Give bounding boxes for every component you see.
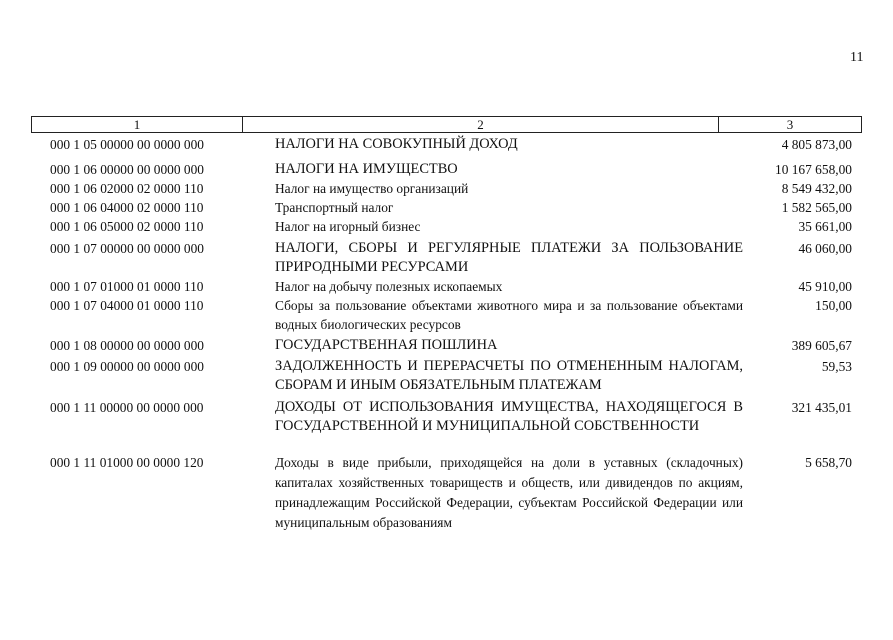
row-amount: 4 805 873,00 — [781, 137, 852, 152]
row-code: 000 1 11 01000 00 0000 120 — [50, 455, 204, 470]
row-amount: 5 658,70 — [805, 455, 852, 470]
row-code: 000 1 06 02000 02 0000 110 — [50, 181, 204, 196]
table-row — [31, 160, 862, 179]
table-row — [31, 239, 862, 277]
row-name: ЗАДОЛЖЕННОСТЬ И ПЕРЕРАСЧЕТЫ ПО ОТМЕНЕННЫМ НАЛОГАМ, СБОРАМ И ИНЫМ ОБЯЗАТЕЛЬНЫМ ПЛАТЕЖАМ — [275, 358, 743, 393]
row-amount: 321 435,01 — [791, 400, 852, 415]
table-row — [31, 277, 862, 296]
row-code: 000 1 06 04000 02 0000 110 — [50, 200, 204, 215]
row-code: 000 1 06 00000 00 0000 000 — [50, 162, 204, 177]
header-col-2: 2 — [243, 117, 719, 132]
header-col-3: 3 — [786, 117, 794, 132]
header-col-1: 1 — [32, 117, 243, 132]
row-name: Налог на добычу полезных ископаемых — [275, 279, 503, 294]
row-name: НАЛОГИ НА ИМУЩЕСТВО — [275, 161, 458, 177]
row-name: Транспортный налог — [275, 200, 394, 215]
row-amount: 59,53 — [821, 359, 852, 374]
row-code: 000 1 09 00000 00 0000 000 — [50, 359, 204, 374]
table-row — [31, 217, 862, 236]
row-amount: 45 910,00 — [798, 279, 852, 294]
table-row — [31, 336, 862, 355]
budget-table — [31, 116, 862, 533]
row-amount: 1 582 565,00 — [781, 200, 852, 215]
row-code: 000 1 11 00000 00 0000 000 — [50, 400, 204, 415]
table-row — [31, 135, 862, 154]
row-name: НАЛОГИ, СБОРЫ И РЕГУЛЯРНЫЕ ПЛАТЕЖИ ЗА ПОЛЬЗОВАНИЕ ПРИРОДНЫМИ РЕСУРСАМИ — [275, 240, 743, 275]
row-code: 000 1 05 00000 00 0000 000 — [50, 137, 204, 152]
table-row — [31, 296, 862, 334]
row-name: НАЛОГИ НА СОВОКУПНЫЙ ДОХОД — [275, 136, 518, 152]
row-code: 000 1 06 05000 02 0000 110 — [50, 219, 204, 234]
row-name: ДОХОДЫ ОТ ИСПОЛЬЗОВАНИЯ ИМУЩЕСТВА, НАХОДЯЩЕГОСЯ В ГОСУДАРСТВЕННОЙ И МУНИЦИПАЛЬНОЙ СОБСТВЕННОСТИ — [275, 399, 743, 434]
row-name: ГОСУДАРСТВЕННАЯ ПОШЛИНА — [275, 337, 498, 353]
table-row — [31, 179, 862, 198]
row-amount: 35 661,00 — [798, 219, 852, 234]
row-amount: 8 549 432,00 — [781, 181, 852, 196]
row-name: Налог на игорный бизнес — [275, 219, 421, 234]
row-amount: 389 605,67 — [791, 338, 852, 353]
table-row — [31, 198, 862, 217]
row-name: Налог на имущество организаций — [275, 181, 469, 196]
row-code: 000 1 07 04000 01 0000 110 — [50, 298, 204, 313]
row-code: 000 1 07 01000 01 0000 110 — [50, 279, 204, 294]
row-name: Доходы в виде прибыли, приходящейся на доли в уставных (складочных) капиталах хозяйственных товариществ и обществ, или дивидендов по акциям, принадлежащим Российской Федерации, субъектам Российской Федерации или муниципальным образованиям — [275, 455, 743, 530]
table-header-row — [31, 116, 862, 133]
table-row — [31, 357, 862, 395]
row-code: 000 1 08 00000 00 0000 000 — [50, 338, 204, 353]
row-amount: 150,00 — [815, 298, 852, 313]
row-amount: 46 060,00 — [798, 241, 852, 256]
table-row — [31, 453, 862, 533]
page-number: 11 — [850, 50, 864, 65]
table-row — [31, 398, 862, 436]
row-amount: 10 167 658,00 — [775, 162, 852, 177]
row-code: 000 1 07 00000 00 0000 000 — [50, 241, 204, 256]
row-name: Сборы за пользование объектами животного мира и за пользование объектами водных биологических ресурсов — [275, 298, 743, 332]
